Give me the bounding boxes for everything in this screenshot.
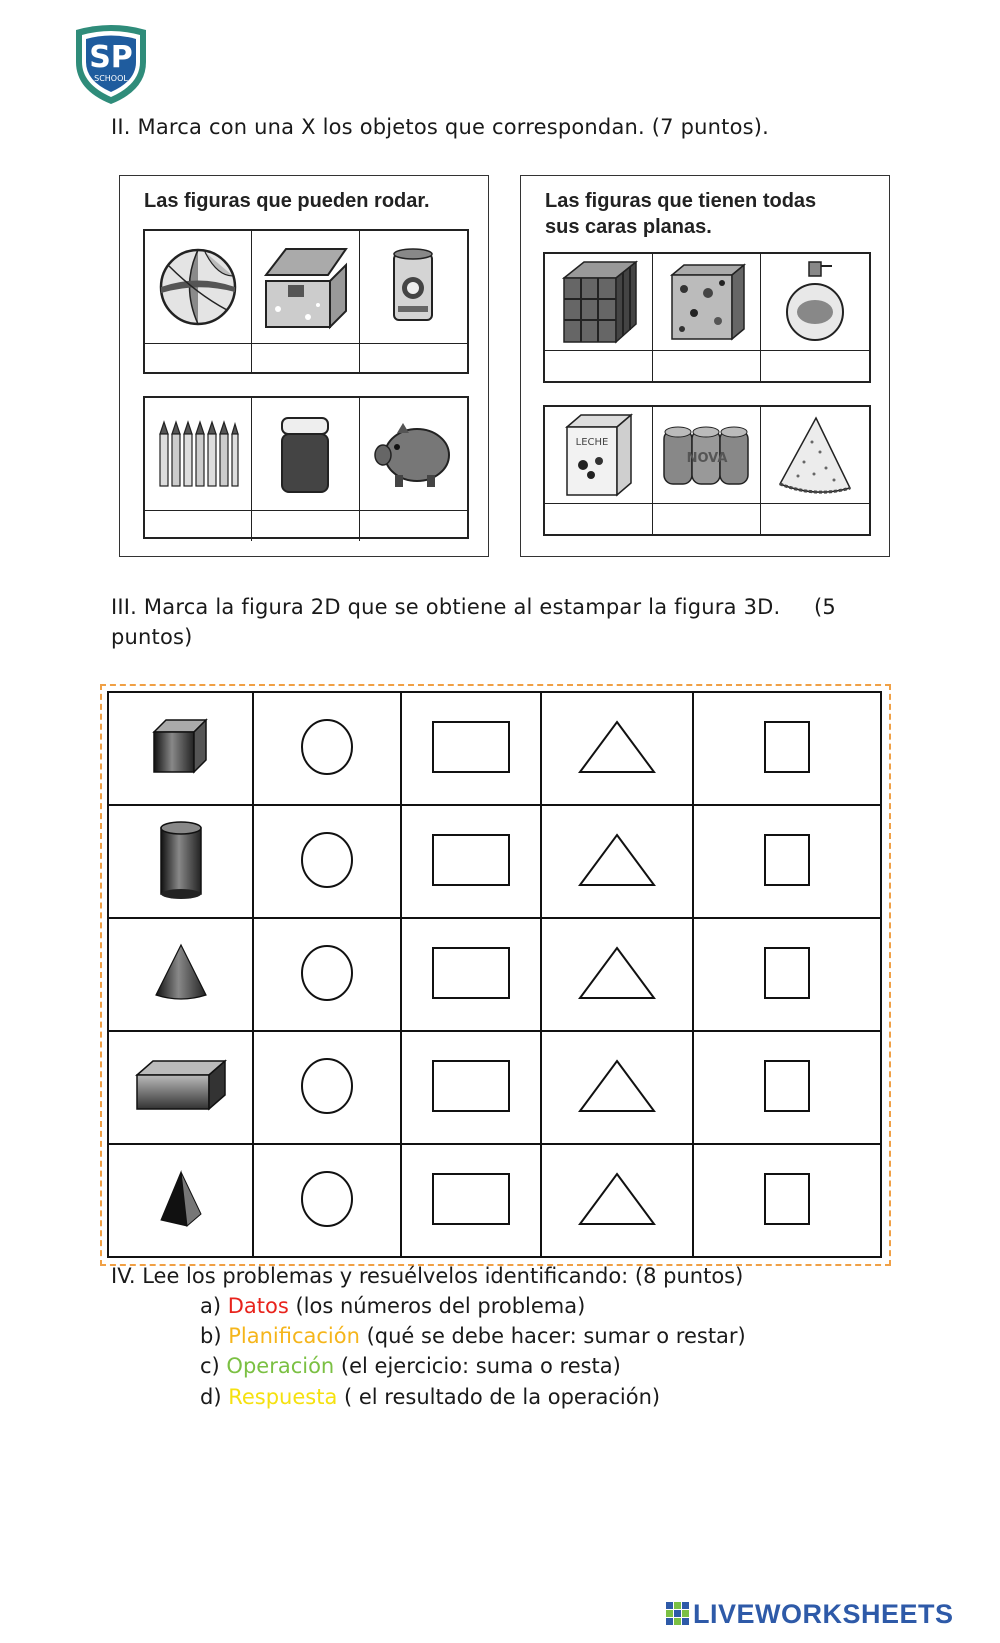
item-prefix: d) bbox=[200, 1385, 229, 1409]
section3-title-line1: III. Marca la figura 2D que se obtiene al estampar la figura 3D. bbox=[111, 595, 781, 619]
rectangle-option[interactable] bbox=[401, 805, 541, 918]
liveworksheets-logo bbox=[666, 1597, 954, 1631]
square-icon bbox=[763, 1059, 811, 1113]
cone-cell bbox=[108, 918, 253, 1031]
logo-subtext: SCHOOL bbox=[94, 74, 128, 83]
rubik-cell[interactable] bbox=[545, 254, 653, 381]
item-description: (qué se debe hacer: sumar o restar) bbox=[359, 1324, 746, 1348]
pyramid-cell bbox=[108, 1144, 253, 1257]
jar-cell[interactable] bbox=[252, 398, 359, 541]
rubiks-cube-icon bbox=[556, 258, 642, 346]
table-row bbox=[108, 1031, 881, 1144]
roll-box-title: Las figuras que pueden rodar. bbox=[144, 190, 430, 212]
rectangle-icon bbox=[431, 720, 511, 774]
circle-icon bbox=[299, 717, 355, 777]
table-row bbox=[108, 805, 881, 918]
item-operacion bbox=[200, 1354, 621, 1378]
flat-box bbox=[520, 175, 890, 557]
cone-icon bbox=[154, 943, 208, 1003]
triangle-option[interactable] bbox=[541, 918, 693, 1031]
flat-grid-row2 bbox=[543, 405, 871, 536]
school-logo bbox=[70, 22, 152, 106]
table-row bbox=[108, 918, 881, 1031]
item-keyword: Datos bbox=[227, 1294, 289, 1318]
chest-answer[interactable] bbox=[252, 344, 358, 374]
triangle-option[interactable] bbox=[541, 1144, 693, 1257]
cylinder-icon bbox=[158, 820, 204, 900]
cube-cell bbox=[108, 692, 253, 805]
flat-box-title-line1: Las figuras que tienen todas bbox=[545, 190, 817, 212]
rubik-answer[interactable] bbox=[545, 351, 652, 381]
square-icon bbox=[763, 720, 811, 774]
triangle-icon bbox=[577, 1058, 657, 1114]
flat-grid-row1 bbox=[543, 252, 871, 383]
circle-icon bbox=[299, 1056, 355, 1116]
triangle-option[interactable] bbox=[541, 805, 693, 918]
rectangle-option[interactable] bbox=[401, 1144, 541, 1257]
liveworksheets-grid-icon bbox=[666, 1602, 690, 1626]
section2-title: II. Marca con una X los objetos que correspondan. (7 puntos). bbox=[111, 115, 770, 139]
circle-icon bbox=[299, 1169, 355, 1229]
piggy-cell[interactable] bbox=[360, 398, 467, 541]
milk-cell[interactable] bbox=[545, 407, 653, 534]
item-description: (los números del problema) bbox=[288, 1294, 586, 1318]
item-keyword: Planificación bbox=[228, 1324, 360, 1348]
roll-box bbox=[119, 175, 489, 557]
hat-answer[interactable] bbox=[761, 504, 869, 534]
triangle-icon bbox=[577, 832, 657, 888]
flat-box-title-line2: sus caras planas. bbox=[545, 216, 712, 238]
rectangle-option[interactable] bbox=[401, 918, 541, 1031]
triangle-icon bbox=[577, 719, 657, 775]
milk-answer[interactable] bbox=[545, 504, 652, 534]
ornament-answer[interactable] bbox=[761, 351, 869, 381]
treasure-chest-icon bbox=[258, 239, 352, 335]
milk-label: LECHE bbox=[575, 437, 608, 448]
cube-icon bbox=[150, 716, 212, 778]
ornament-cell[interactable] bbox=[761, 254, 869, 381]
circle-option[interactable] bbox=[253, 692, 401, 805]
table-row bbox=[108, 1144, 881, 1257]
circle-icon bbox=[299, 943, 355, 1003]
triangle-icon bbox=[577, 1171, 657, 1227]
square-option[interactable] bbox=[693, 692, 881, 805]
prism-cell bbox=[108, 1031, 253, 1144]
gift-box-icon bbox=[666, 261, 748, 343]
brand-text: LIVEWORKSHEETS bbox=[693, 1598, 954, 1629]
cylinder-cell bbox=[108, 805, 253, 918]
jar-icon bbox=[276, 412, 334, 496]
hat-cell[interactable] bbox=[761, 407, 869, 534]
section4-title: IV. Lee los problemas y resuélvelos identificando: (8 puntos) bbox=[111, 1264, 744, 1288]
table-row bbox=[108, 692, 881, 805]
rectangle-icon bbox=[431, 1172, 511, 1226]
pyramid-icon bbox=[157, 1170, 205, 1228]
milk-carton-icon bbox=[561, 411, 637, 499]
ball-cell[interactable] bbox=[145, 231, 252, 374]
circle-option[interactable] bbox=[253, 1031, 401, 1144]
circle-option[interactable] bbox=[253, 1144, 401, 1257]
rectangle-icon bbox=[431, 1059, 511, 1113]
circle-option[interactable] bbox=[253, 805, 401, 918]
crayons-answer[interactable] bbox=[145, 511, 251, 541]
jar-answer[interactable] bbox=[252, 511, 358, 541]
square-option[interactable] bbox=[693, 1031, 881, 1144]
ball-icon bbox=[157, 246, 239, 328]
triangle-icon bbox=[577, 945, 657, 1001]
item-keyword: Respuesta bbox=[228, 1385, 338, 1409]
crayons-cell[interactable] bbox=[145, 398, 252, 541]
square-icon bbox=[763, 946, 811, 1000]
crayons-icon bbox=[156, 418, 240, 490]
item-prefix: b) bbox=[200, 1324, 229, 1348]
triangle-option[interactable] bbox=[541, 692, 693, 805]
square-option[interactable] bbox=[693, 1144, 881, 1257]
gift-answer[interactable] bbox=[653, 351, 760, 381]
party-hat-icon bbox=[774, 412, 856, 498]
square-icon bbox=[763, 1172, 811, 1226]
item-keyword: Operación bbox=[226, 1354, 335, 1378]
square-option[interactable] bbox=[693, 918, 881, 1031]
ball-answer[interactable] bbox=[145, 344, 251, 374]
rectangle-option[interactable] bbox=[401, 692, 541, 805]
item-respuesta bbox=[200, 1385, 660, 1409]
item-description: ( el resultado de la operación) bbox=[337, 1385, 661, 1409]
item-prefix: a) bbox=[200, 1294, 228, 1318]
can-cell[interactable] bbox=[360, 231, 467, 374]
rectangular-prism-icon bbox=[133, 1059, 229, 1113]
section3-title-line2: puntos) bbox=[111, 625, 193, 649]
stamp-table bbox=[107, 691, 882, 1258]
square-option[interactable] bbox=[693, 805, 881, 918]
paper-rolls-icon bbox=[660, 420, 754, 490]
logo-letters: SP bbox=[89, 40, 133, 75]
piggy-answer[interactable] bbox=[360, 511, 467, 541]
rectangle-option[interactable] bbox=[401, 1031, 541, 1144]
item-planificacion bbox=[200, 1324, 746, 1348]
ornament-bottle-icon bbox=[784, 258, 846, 346]
can-icon bbox=[388, 244, 438, 330]
roll-grid-row2 bbox=[143, 396, 469, 539]
can-answer[interactable] bbox=[360, 344, 467, 374]
item-prefix: c) bbox=[200, 1354, 227, 1378]
circle-option[interactable] bbox=[253, 918, 401, 1031]
rectangle-icon bbox=[431, 833, 511, 887]
rolls-label: NOVA bbox=[686, 451, 727, 466]
rolls-answer[interactable] bbox=[653, 504, 760, 534]
square-icon bbox=[763, 833, 811, 887]
roll-grid-row1 bbox=[143, 229, 469, 374]
item-description: (el ejercicio: suma o resta) bbox=[334, 1354, 621, 1378]
triangle-option[interactable] bbox=[541, 1031, 693, 1144]
circle-icon bbox=[299, 830, 355, 890]
chest-cell[interactable] bbox=[252, 231, 359, 374]
gift-cell[interactable] bbox=[653, 254, 761, 381]
item-datos bbox=[200, 1294, 585, 1318]
rolls-cell[interactable] bbox=[653, 407, 761, 534]
section3-points: (5 bbox=[814, 595, 836, 619]
piggy-bank-icon bbox=[373, 415, 453, 493]
rectangle-icon bbox=[431, 946, 511, 1000]
